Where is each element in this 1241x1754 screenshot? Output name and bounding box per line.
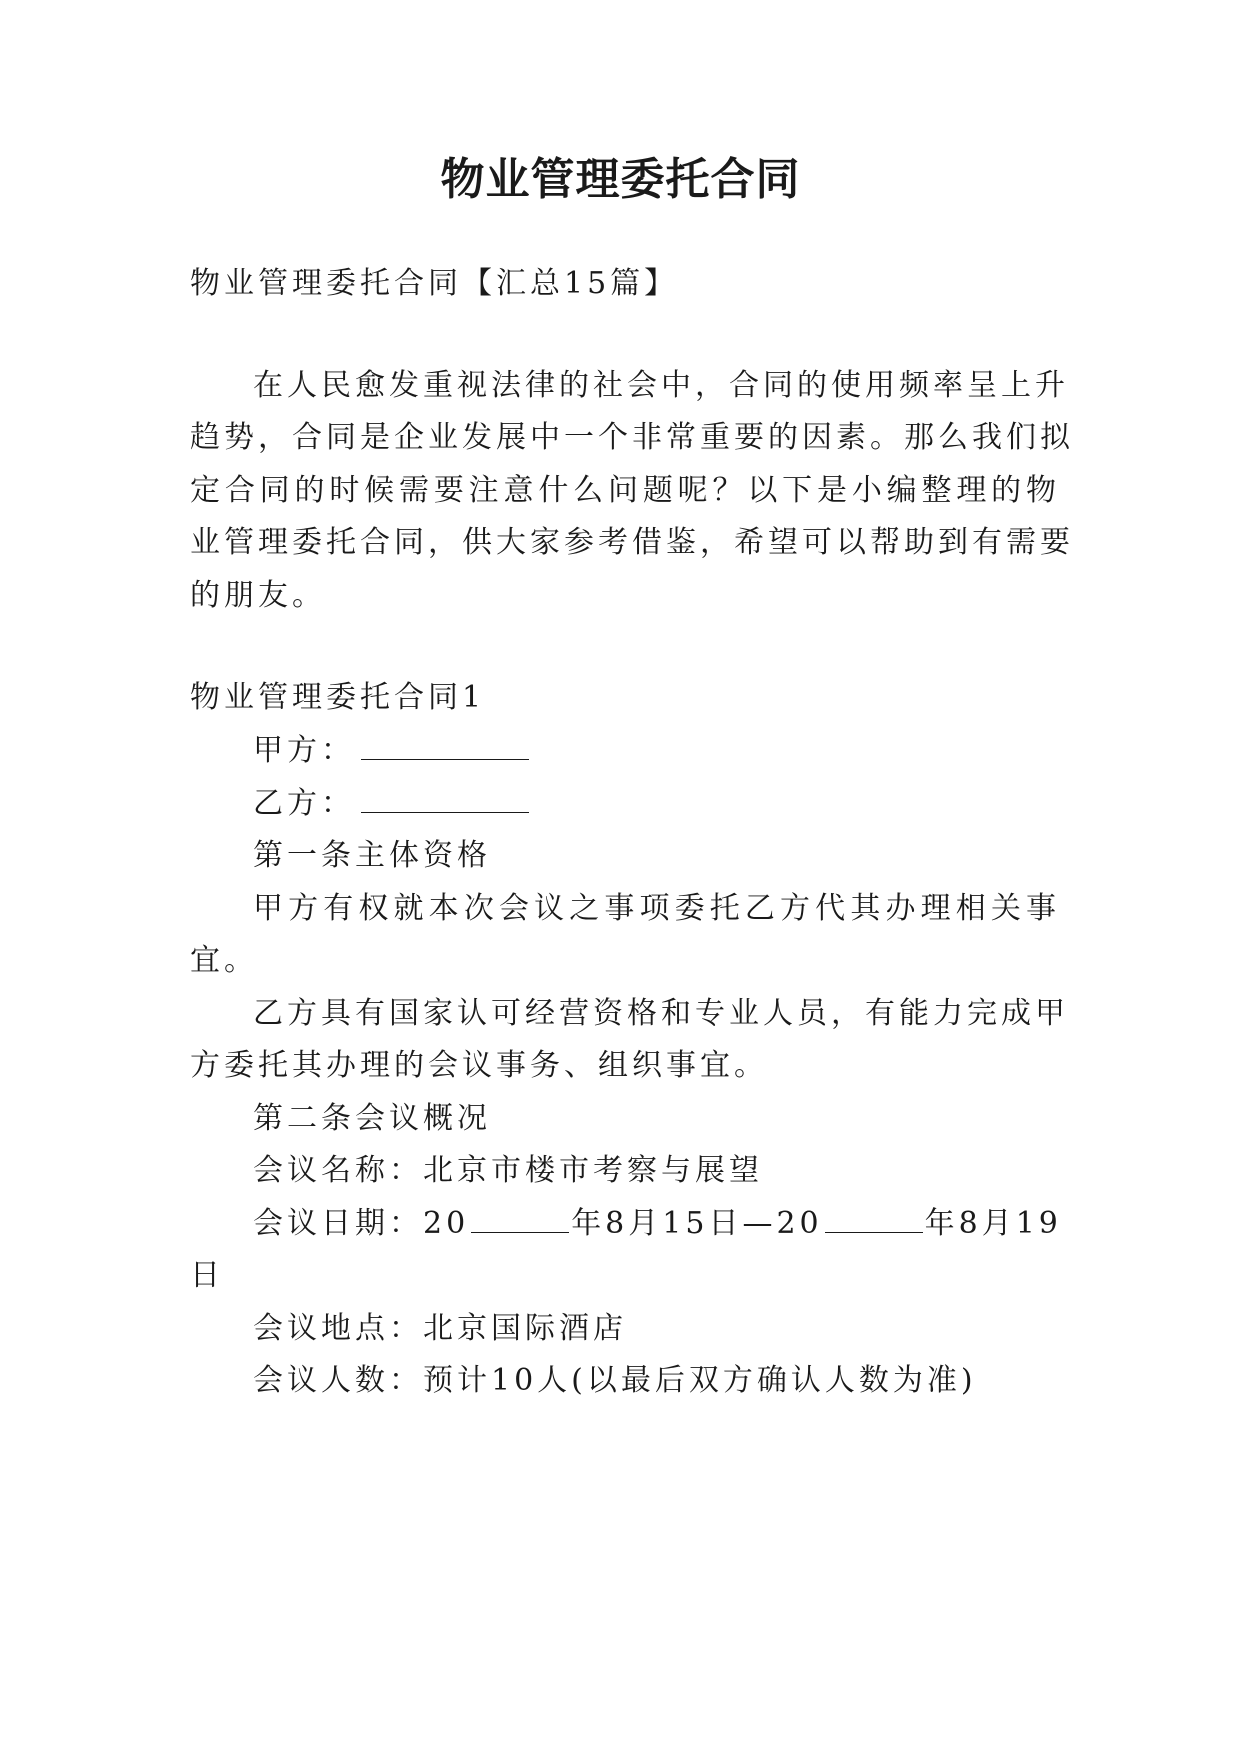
document-subtitle: 物业管理委托合同【汇总15篇】 xyxy=(190,266,679,301)
article-1-para-2-line-1: 乙方具有国家认可经营资格和专业人员，有能力完成甲 xyxy=(253,996,1069,1031)
party-b-blank xyxy=(361,786,529,813)
meeting-name: 会议名称：北京市楼市考察与展望 xyxy=(253,1153,763,1188)
intro-line-5: 的朋友。 xyxy=(190,578,326,613)
party-a-label: 甲方： xyxy=(253,733,355,768)
intro-line-4: 业管理委托合同，供大家参考借鉴，希望可以帮助到有需要 xyxy=(190,525,1074,560)
meeting-date-prefix: 会议日期：20 xyxy=(253,1206,470,1241)
meeting-date-suffix: 年8月19 xyxy=(924,1206,1062,1241)
article-1-para-1-line-2: 宜。 xyxy=(190,943,258,978)
document-title: 物业管理委托合同 xyxy=(440,154,801,205)
article-1-title: 第一条主体资格 xyxy=(253,838,491,873)
intro-line-2: 趋势，合同是企业发展中一个非常重要的因素。那么我们拟 xyxy=(190,420,1074,455)
meeting-date-end-year-blank xyxy=(825,1206,923,1233)
meeting-date-start-year-blank xyxy=(471,1206,569,1233)
meeting-place: 会议地点：北京国际酒店 xyxy=(253,1311,627,1346)
article-1-para-2-line-2: 方委托其办理的会议事务、组织事宜。 xyxy=(190,1048,768,1083)
party-b-row xyxy=(253,784,1060,824)
article-1-para-1-line-1: 甲方有权就本次会议之事项委托乙方代其办理相关事 xyxy=(253,891,1060,926)
meeting-date-row xyxy=(253,1204,1060,1244)
article-2-title: 第二条会议概况 xyxy=(253,1101,491,1136)
intro-line-3: 定合同的时候需要注意什么问题呢？以下是小编整理的物 xyxy=(190,473,1060,508)
party-a-blank xyxy=(361,733,529,760)
party-a-row xyxy=(253,731,1060,771)
intro-line-1: 在人民愈发重视法律的社会中，合同的使用频率呈上升 xyxy=(253,368,1069,403)
contract-heading: 物业管理委托合同1 xyxy=(190,680,486,715)
meeting-date-mid: 年8月15日—20 xyxy=(571,1206,823,1241)
party-b-label: 乙方： xyxy=(253,786,355,821)
meeting-date-wrap: 日 xyxy=(190,1258,224,1293)
meeting-count: 会议人数：预计10人(以最后双方确认人数为准) xyxy=(253,1363,977,1398)
